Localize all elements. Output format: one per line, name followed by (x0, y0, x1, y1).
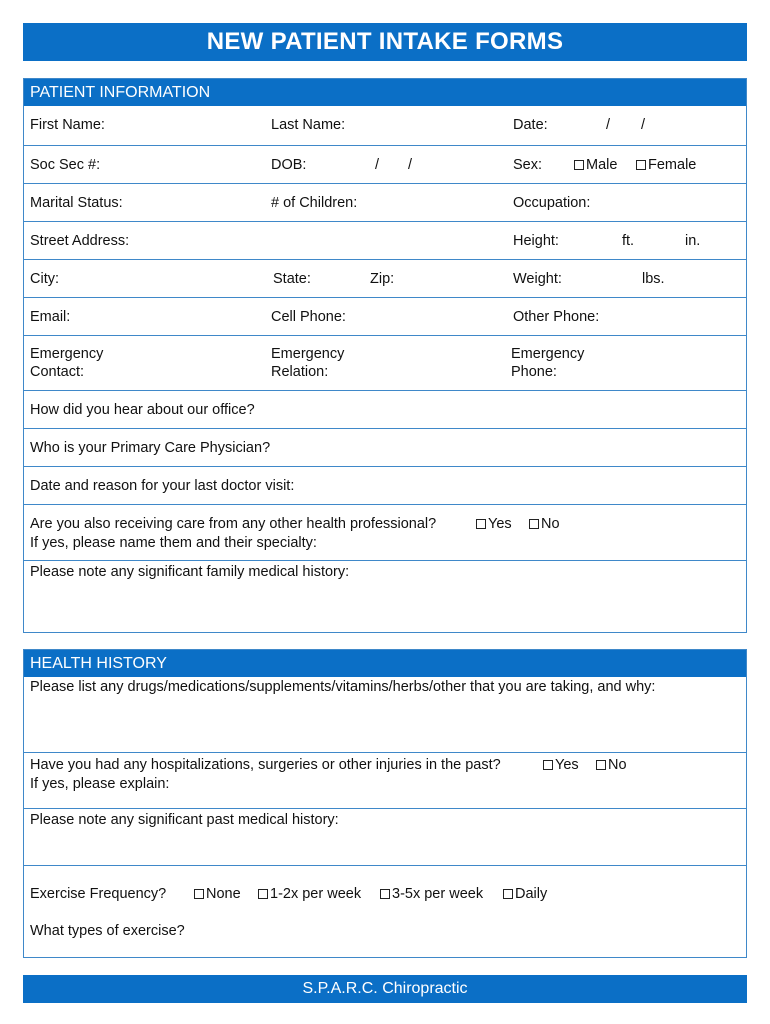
last-name-field[interactable]: Last Name: (271, 117, 346, 133)
exercise-daily-option[interactable]: Daily (503, 885, 547, 903)
emergency-row (24, 335, 746, 390)
marital-status-field[interactable]: Marital Status: (30, 195, 123, 211)
medications-field[interactable]: Please list any drugs/medications/supplements/vitamins/herbs/other that you are taking, and why: (30, 679, 656, 695)
email-field[interactable]: Email: (30, 309, 71, 325)
other-care-yes-option[interactable]: Yes (476, 515, 512, 533)
sex-label: Sex: (513, 157, 543, 173)
checkbox-icon[interactable] (543, 760, 553, 770)
hospitalizations-row (24, 752, 746, 808)
first-name-field[interactable]: First Name: (30, 117, 105, 133)
city-field[interactable]: City: (30, 271, 59, 287)
ssn-row (24, 145, 746, 183)
checkbox-icon[interactable] (258, 889, 268, 899)
weight-field[interactable]: Weight: (513, 271, 562, 287)
hospitalizations-yes-option[interactable]: Yes (543, 756, 579, 774)
dob-field[interactable]: DOB: (271, 157, 307, 173)
date-field[interactable]: Date: (513, 117, 548, 133)
marital-row (24, 183, 746, 221)
emergency-phone-field[interactable]: Emergency Phone: (511, 346, 585, 380)
patient-information-section (23, 78, 747, 633)
section-heading: PATIENT INFORMATION (24, 79, 746, 106)
height-field[interactable]: Height: (513, 233, 559, 249)
children-field[interactable]: # of Children: (271, 195, 358, 211)
last-visit-field[interactable]: Date and reason for your last doctor visit: (30, 478, 295, 494)
soc-sec-field[interactable]: Soc Sec #: (30, 157, 101, 173)
other-care-question: Are you also receiving care from any other health professional? (30, 516, 437, 532)
other-care-no-option[interactable]: No (529, 515, 560, 533)
section-heading: HEALTH HISTORY (24, 650, 746, 677)
other-care-row (24, 504, 746, 560)
checkbox-icon[interactable] (503, 889, 513, 899)
past-history-row (24, 808, 746, 865)
city-row (24, 259, 746, 297)
checkbox-icon[interactable] (596, 760, 606, 770)
family-history-row (24, 560, 746, 635)
emergency-contact-field[interactable]: Emergency Contact: (30, 346, 104, 380)
last-visit-row (24, 466, 746, 504)
hospitalizations-question: Have you had any hospitalizations, surgeries or other injuries in the past? (30, 757, 501, 773)
health-history-section (23, 649, 747, 958)
checkbox-icon[interactable] (476, 519, 486, 529)
name-row (24, 106, 746, 145)
explain-field[interactable]: If yes, please explain: (30, 776, 170, 792)
other-phone-field[interactable]: Other Phone: (513, 309, 600, 325)
cell-phone-field[interactable]: Cell Phone: (271, 309, 346, 325)
past-history-field[interactable]: Please note any significant past medical history: (30, 812, 339, 828)
exercise-1-2-option[interactable]: 1-2x per week (258, 885, 361, 903)
occupation-field[interactable]: Occupation: (513, 195, 591, 211)
contact-row (24, 297, 746, 335)
date-separator: / (641, 117, 646, 133)
other-care-detail-field[interactable]: If yes, please name them and their specialty: (30, 535, 317, 551)
address-row (24, 221, 746, 259)
height-in-unit: in. (685, 233, 701, 249)
date-separator: / (606, 117, 611, 133)
emergency-relation-field[interactable]: Emergency Relation: (271, 346, 345, 380)
checkbox-icon[interactable] (574, 160, 584, 170)
hospitalizations-no-option[interactable]: No (596, 756, 627, 774)
exercise-3-5-option[interactable]: 3-5x per week (380, 885, 483, 903)
exercise-frequency-label: Exercise Frequency? (30, 886, 167, 902)
family-history-field[interactable]: Please note any significant family medical history: (30, 564, 350, 580)
zip-field[interactable]: Zip: (370, 271, 395, 287)
height-ft-unit: ft. (622, 233, 635, 249)
primary-physician-field[interactable]: Who is your Primary Care Physician? (30, 440, 271, 456)
physician-row (24, 428, 746, 466)
checkbox-icon[interactable] (636, 160, 646, 170)
dob-separator: / (408, 157, 413, 173)
checkbox-icon[interactable] (380, 889, 390, 899)
street-address-field[interactable]: Street Address: (30, 233, 130, 249)
footer-clinic-name: S.P.A.R.C. Chiropractic (23, 975, 747, 1003)
form-title: NEW PATIENT INTAKE FORMS (23, 23, 747, 61)
male-option[interactable]: Male (574, 156, 617, 174)
weight-lbs-unit: lbs. (642, 271, 665, 287)
exercise-row (24, 865, 746, 956)
dob-separator: / (375, 157, 380, 173)
female-option[interactable]: Female (636, 156, 696, 174)
hear-about-field[interactable]: How did you hear about our office? (30, 402, 255, 418)
hear-about-row (24, 390, 746, 428)
checkbox-icon[interactable] (529, 519, 539, 529)
medications-row (24, 677, 746, 752)
exercise-none-option[interactable]: None (194, 885, 241, 903)
state-field[interactable]: State: (273, 271, 311, 287)
checkbox-icon[interactable] (194, 889, 204, 899)
exercise-types-field[interactable]: What types of exercise? (30, 923, 185, 939)
